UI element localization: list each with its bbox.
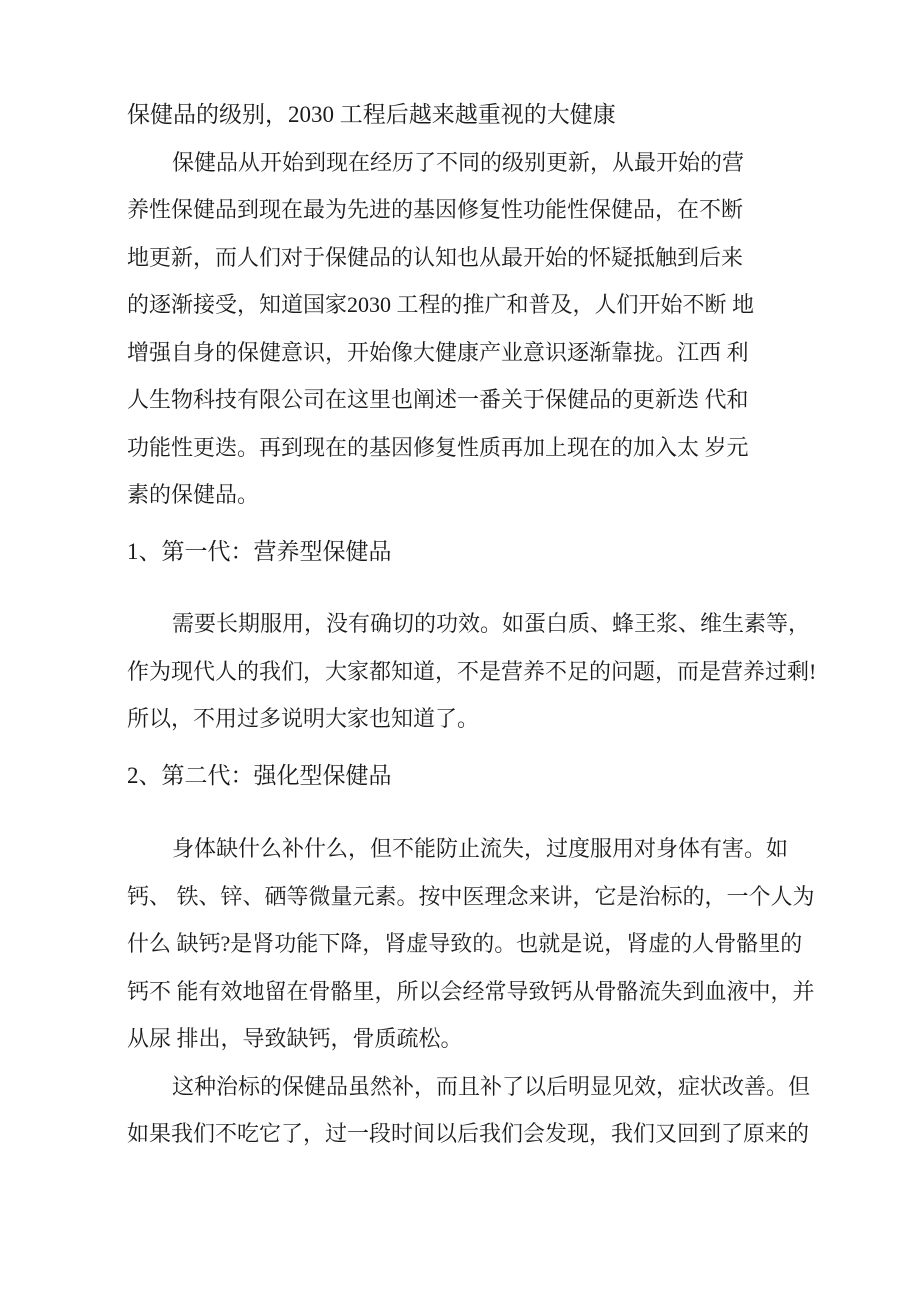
text-line: 的逐渐接受，知道国家2030 工程的推广和普及，人们开始不断 地 xyxy=(127,292,755,317)
text-line: 养性保健品到现在最为先进的基因修复性功能性保健品，在不断 xyxy=(127,197,744,222)
paragraph-generation-2-continued xyxy=(127,1063,820,1158)
text-line: 地更新，而人们对于保健品的认知也从最开始的怀疑抵触到后来 xyxy=(127,244,744,270)
text-line: 什么 缺钙?是肾功能下降，肾虚导致的。也就是说，肾虚的人骨骼里的 xyxy=(127,931,803,956)
text-line: 素的保健品。 xyxy=(127,482,260,507)
text-line: 功能性更迭。再到现在的基因修复性质再加上现在的加入太 岁元 xyxy=(127,434,749,460)
text-line: 从尿 排出，导致缺钙，骨质疏松。 xyxy=(127,1026,463,1051)
text-line: 钙不 能有效地留在骨骼里，所以会经常导致钙从骨骼流失到血液中，并 xyxy=(127,978,815,1004)
text-line: 需要长期服用，没有确切的功效。如蛋白质、蜂王浆、维生素等， xyxy=(172,611,811,636)
text-line: 所以，不用过多说明大家也知道了。 xyxy=(127,706,480,731)
section-heading-generation-1: 1、第一代：营养型保健品 xyxy=(127,538,392,564)
text-line: 如果我们不吃它了，过一段时间以后我们会发现，我们又回到了原来的 xyxy=(127,1121,810,1146)
text-line: 钙、 铁、锌、硒等微量元素。按中医理念来讲，它是治标的，一个人为 xyxy=(127,883,815,909)
paragraph-intro xyxy=(127,139,820,519)
section-heading-generation-2: 2、第二代：强化型保健品 xyxy=(127,762,392,788)
text-line: 人生物科技有限公司在这里也阐述一番关于保健品的更新迭 代和 xyxy=(127,387,749,412)
text-line: 保健品从开始到现在经历了不同的级别更新，从最开始的营 xyxy=(172,149,745,175)
paragraph-generation-1 xyxy=(127,600,820,743)
text-line: 这种治标的保健品虽然补，而且补了以后明显见效，症状改善。但 xyxy=(172,1073,811,1099)
paragraph-generation-2 xyxy=(127,825,820,1063)
text-line: 增强自身的保健意识，开始像大健康产业意识逐渐靠拢。江西 利 xyxy=(127,339,749,365)
text-line: 身体缺什么补什么，但不能防止流失，过度服用对身体有害。如 xyxy=(172,836,789,861)
text-line: 作为现代人的我们，大家都知道，不是营养不足的问题，而是营养过剩! xyxy=(127,658,817,684)
document-title: 保健品的级别，2030 工程后越来越重视的大健康 xyxy=(127,102,616,127)
